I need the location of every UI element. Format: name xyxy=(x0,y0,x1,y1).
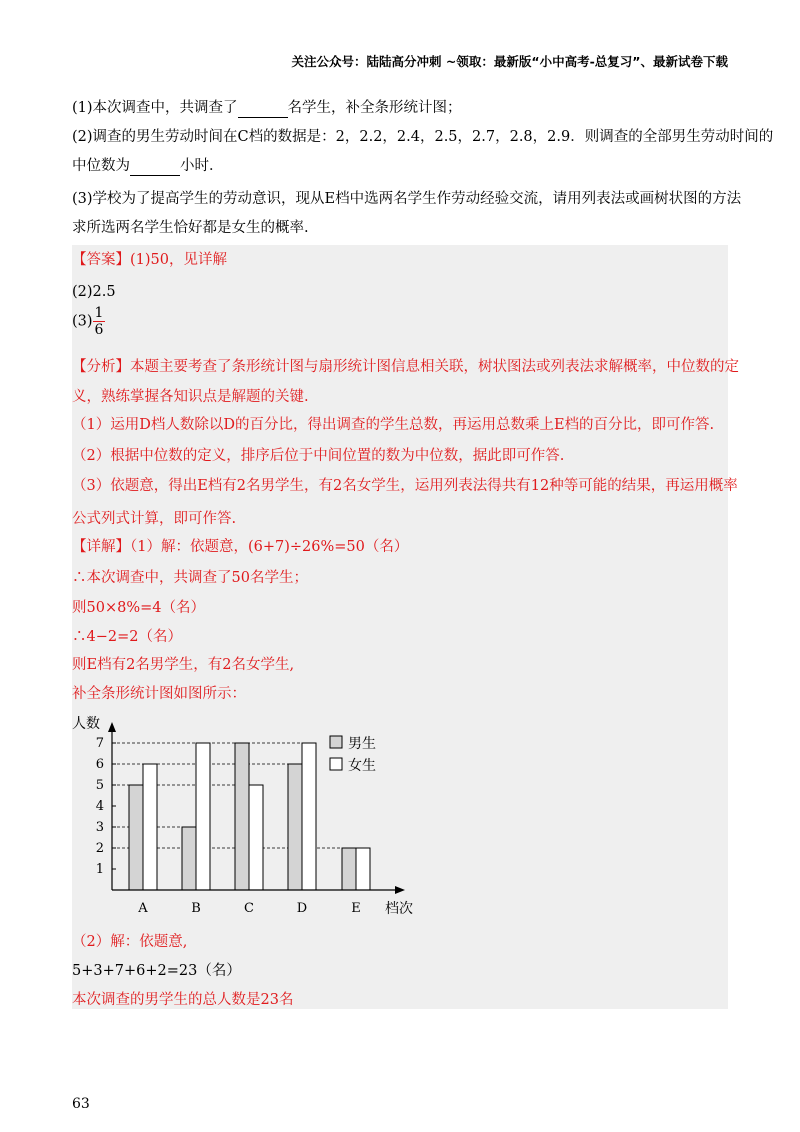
bar-D-男生 xyxy=(288,764,302,890)
question-3-line-1: (3)学校为了提高学生的劳动意识，现从E档中选两名学生作劳动经验交流，请用列表法或画树状图的方法 xyxy=(72,191,742,207)
detail-2: ∴本次调查中，共调查了50名学生； xyxy=(72,570,308,586)
bar-C-男生 xyxy=(235,743,249,890)
detail-6: 补全条形统计图如图所示： xyxy=(72,686,246,702)
q1-blank xyxy=(238,103,288,118)
y-tick-label: 7 xyxy=(95,736,104,751)
legend-swatch xyxy=(330,758,342,770)
bar-chart xyxy=(72,712,432,917)
x-tick-label: C xyxy=(244,901,254,916)
q1-post: 名学生，补全条形统计图； xyxy=(287,100,462,116)
answer-3-label: (3) xyxy=(72,313,93,330)
bar-D-女生 xyxy=(302,743,316,890)
answer-1: 【答案】(1)50，见详解 xyxy=(72,252,227,268)
answer-2: (2)2.5 xyxy=(72,284,116,300)
y-tick-label: 2 xyxy=(95,841,104,856)
legend-label: 男生 xyxy=(348,736,376,752)
page-header: 关注公众号：陆陆高分冲刺 ~领取：最新版“小中高考-总复习”、最新试卷下载 xyxy=(291,54,728,69)
detail-9: 本次调查的男学生的总人数是23名 xyxy=(72,992,294,1008)
question-2-line-2 xyxy=(72,156,224,176)
detail-3: 则50×8%=4（名） xyxy=(72,600,205,616)
analysis-p3-line-1: （3）依题意，得出E档有2名男学生，有2名女学生，运用列表法得共有12种等可能的结果，再运用概率 xyxy=(72,478,738,494)
bar-B-女生 xyxy=(196,743,210,890)
analysis-p3-line-2: 公式列式计算，即可作答. xyxy=(72,511,237,527)
analysis-line-2: 义，熟练掌握各知识点是解题的关键. xyxy=(72,389,309,405)
y-tick-label: 6 xyxy=(95,757,104,772)
y-tick-label: 3 xyxy=(95,820,104,835)
legend-label: 女生 xyxy=(348,758,376,774)
legend-swatch xyxy=(330,736,342,748)
x-tick-label: E xyxy=(351,901,361,916)
y-tick-label: 5 xyxy=(95,778,104,793)
x-axis-label: 档次 xyxy=(385,901,413,917)
fraction-numerator: 1 xyxy=(94,305,104,321)
x-axis-arrow xyxy=(395,886,405,894)
page-number: 63 xyxy=(72,1096,90,1112)
x-tick-label: A xyxy=(138,901,148,916)
analysis-p2: （2）根据中位数的定义，排序后位于中间位置的数为中位数，据此即可作答. xyxy=(72,448,565,464)
y-axis-label: 人数 xyxy=(72,716,100,732)
y-tick-label: 4 xyxy=(95,799,104,814)
y-axis-arrow xyxy=(108,722,116,732)
bar-A-男生 xyxy=(129,785,143,890)
bar-E-男生 xyxy=(342,848,356,890)
question-3-line-2: 求所选两名学生恰好都是女生的概率. xyxy=(72,220,309,236)
analysis-line-1: 【分析】本题主要考查了条形统计图与扇形统计图信息相关联，树状图法或列表法求解概率，中位数的定 xyxy=(72,359,739,375)
question-2-line-1: (2)调查的男生劳动时间在C档的数据是：2，2.2，2.4，2.5，2.7，2.8，2.9．则调查的全部男生劳动时间的 xyxy=(72,129,774,145)
detail-5: 则E档有2名男学生，有2名女学生, xyxy=(72,657,295,673)
q2-pre: 中位数为 xyxy=(72,158,130,174)
detail-8: 5+3+7+6+2=23（名） xyxy=(72,963,241,979)
detail-4: ∴4−2=2（名） xyxy=(72,629,182,645)
detail-7: （2）解：依题意, xyxy=(72,934,188,950)
analysis-p1: （1）运用D档人数除以D的百分比，得出调查的学生总数，再运用总数乘上E档的百分比，即可作答. xyxy=(72,417,715,433)
x-tick-label: D xyxy=(296,901,308,916)
q2-blank xyxy=(130,161,180,176)
answer-3-fraction xyxy=(93,305,106,338)
bar-A-女生 xyxy=(143,764,157,890)
fraction-denominator: 6 xyxy=(94,322,104,338)
x-tick-label: B xyxy=(191,901,201,916)
q2-post: 小时． xyxy=(180,158,224,174)
answer-3 xyxy=(72,305,105,338)
bar-B-男生 xyxy=(182,827,196,890)
bar-E-女生 xyxy=(356,848,370,890)
y-tick-label: 1 xyxy=(95,862,104,877)
detail-1: 【详解】（1）解：依题意，(6+7)÷26%=50（名） xyxy=(72,539,409,555)
q1-pre: (1)本次调查中，共调查了 xyxy=(72,100,238,116)
bar-C-女生 xyxy=(249,785,263,890)
question-1 xyxy=(72,98,462,118)
